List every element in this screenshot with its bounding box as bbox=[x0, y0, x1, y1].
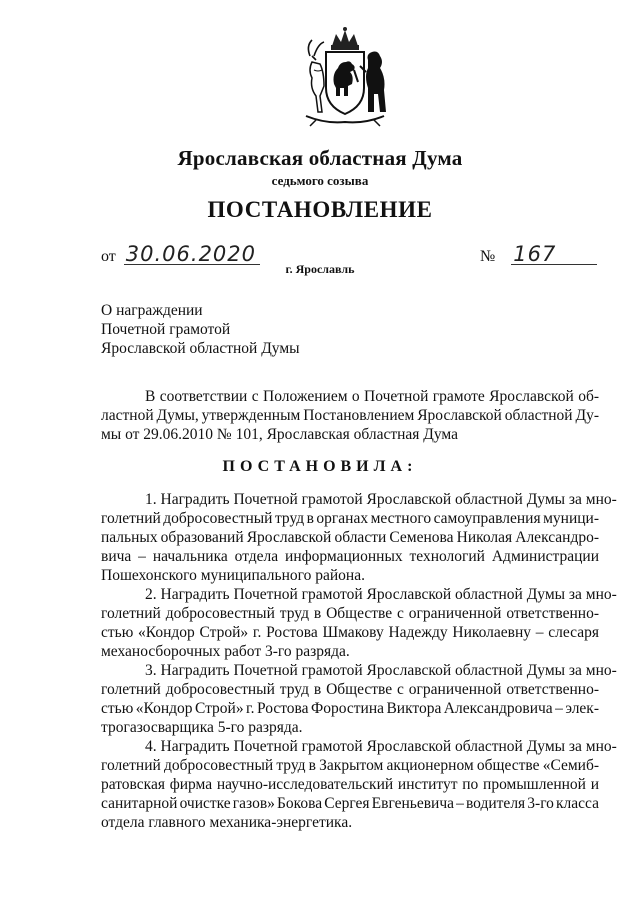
subject-line: Почетной грамотой bbox=[101, 321, 231, 338]
item-line: санитарной очистке газов» Бокова Сергея Евгеньевича – водителя 3-го класса bbox=[101, 795, 599, 812]
item-line: вича – начальника отдела информационных технологий Администрации bbox=[101, 548, 599, 565]
item-line: 1. Наградить Почетной грамотой Ярославской областной Думы за мно- bbox=[145, 491, 617, 508]
resolution-item-3 bbox=[101, 661, 617, 737]
resolution-item-4 bbox=[101, 737, 617, 832]
item-line: механосборочных работ 3-го разряда. bbox=[101, 643, 350, 660]
item-line: трогазосварщика 5-го разряда. bbox=[101, 719, 303, 736]
item-line: 4. Наградить Почетной грамотой Ярославской областной Думы за мно- bbox=[145, 738, 617, 755]
resolution-item-1 bbox=[101, 490, 617, 585]
item-line: голетний добросовестный труд в органах местного самоуправления муници- bbox=[101, 510, 599, 527]
intro-paragraph bbox=[101, 387, 599, 444]
resolution-item-2 bbox=[101, 585, 617, 661]
number-label: № bbox=[480, 248, 496, 265]
city-label: г. Ярославль bbox=[285, 262, 355, 276]
item-line: Пошехонского муниципального района. bbox=[101, 567, 365, 584]
item-line: отдела главного механика-энергетика. bbox=[101, 814, 353, 831]
intro-line: мы от 29.06.2010 № 101, Ярославская областная Дума bbox=[101, 426, 458, 443]
date-label: от bbox=[101, 248, 116, 265]
organization-name: Ярославская областная Дума bbox=[177, 146, 463, 170]
intro-line: В соответствии с Положением о Почетной грамоте Ярославской об- bbox=[145, 388, 599, 405]
item-line: ратовская фирма научно-исследовательский институт по промышленной и bbox=[101, 776, 599, 793]
number-value: 167 bbox=[511, 244, 597, 265]
document-subject bbox=[101, 301, 300, 358]
item-line: стью «Кондор Строй» г. Ростова Шмакову Надежду Николаевну – слесаря bbox=[101, 624, 599, 641]
item-line: голетний добросовестный труд в Обществе с ограниченной ответственно- bbox=[101, 681, 599, 698]
intro-line: ластной Думы, утвержденным Постановлением Ярославской областной Ду- bbox=[101, 407, 599, 424]
convocation-label: седьмого созыва bbox=[271, 173, 369, 188]
item-line: голетний добросовестный труд в Закрытом акционерном обществе «Семиб- bbox=[101, 757, 599, 774]
date-value: 30.06.2020 bbox=[124, 244, 260, 265]
subject-line: О награждении bbox=[101, 302, 203, 319]
resolution-items bbox=[101, 490, 617, 832]
yaroslavl-coat-of-arms-emblem bbox=[296, 26, 394, 130]
item-line: голетний добросовестный труд в Обществе с ограниченной ответственно- bbox=[101, 605, 599, 622]
item-line: стью «Кондор Строй» г. Ростова Форостина Виктора Александровича – элек- bbox=[101, 700, 599, 717]
subject-line: Ярославской областной Думы bbox=[101, 340, 300, 357]
item-line: 3. Наградить Почетной грамотой Ярославской областной Думы за мно- bbox=[145, 662, 617, 679]
document-type-title: ПОСТАНОВЛЕНИЕ bbox=[207, 197, 433, 222]
item-line: 2. Наградить Почетной грамотой Ярославской областной Думы за мно- bbox=[145, 586, 617, 603]
resolved-heading: ПОСТАНОВИЛА: bbox=[222, 458, 418, 475]
item-line: пальных образований Ярославской области Семенова Николая Александро- bbox=[101, 529, 599, 546]
